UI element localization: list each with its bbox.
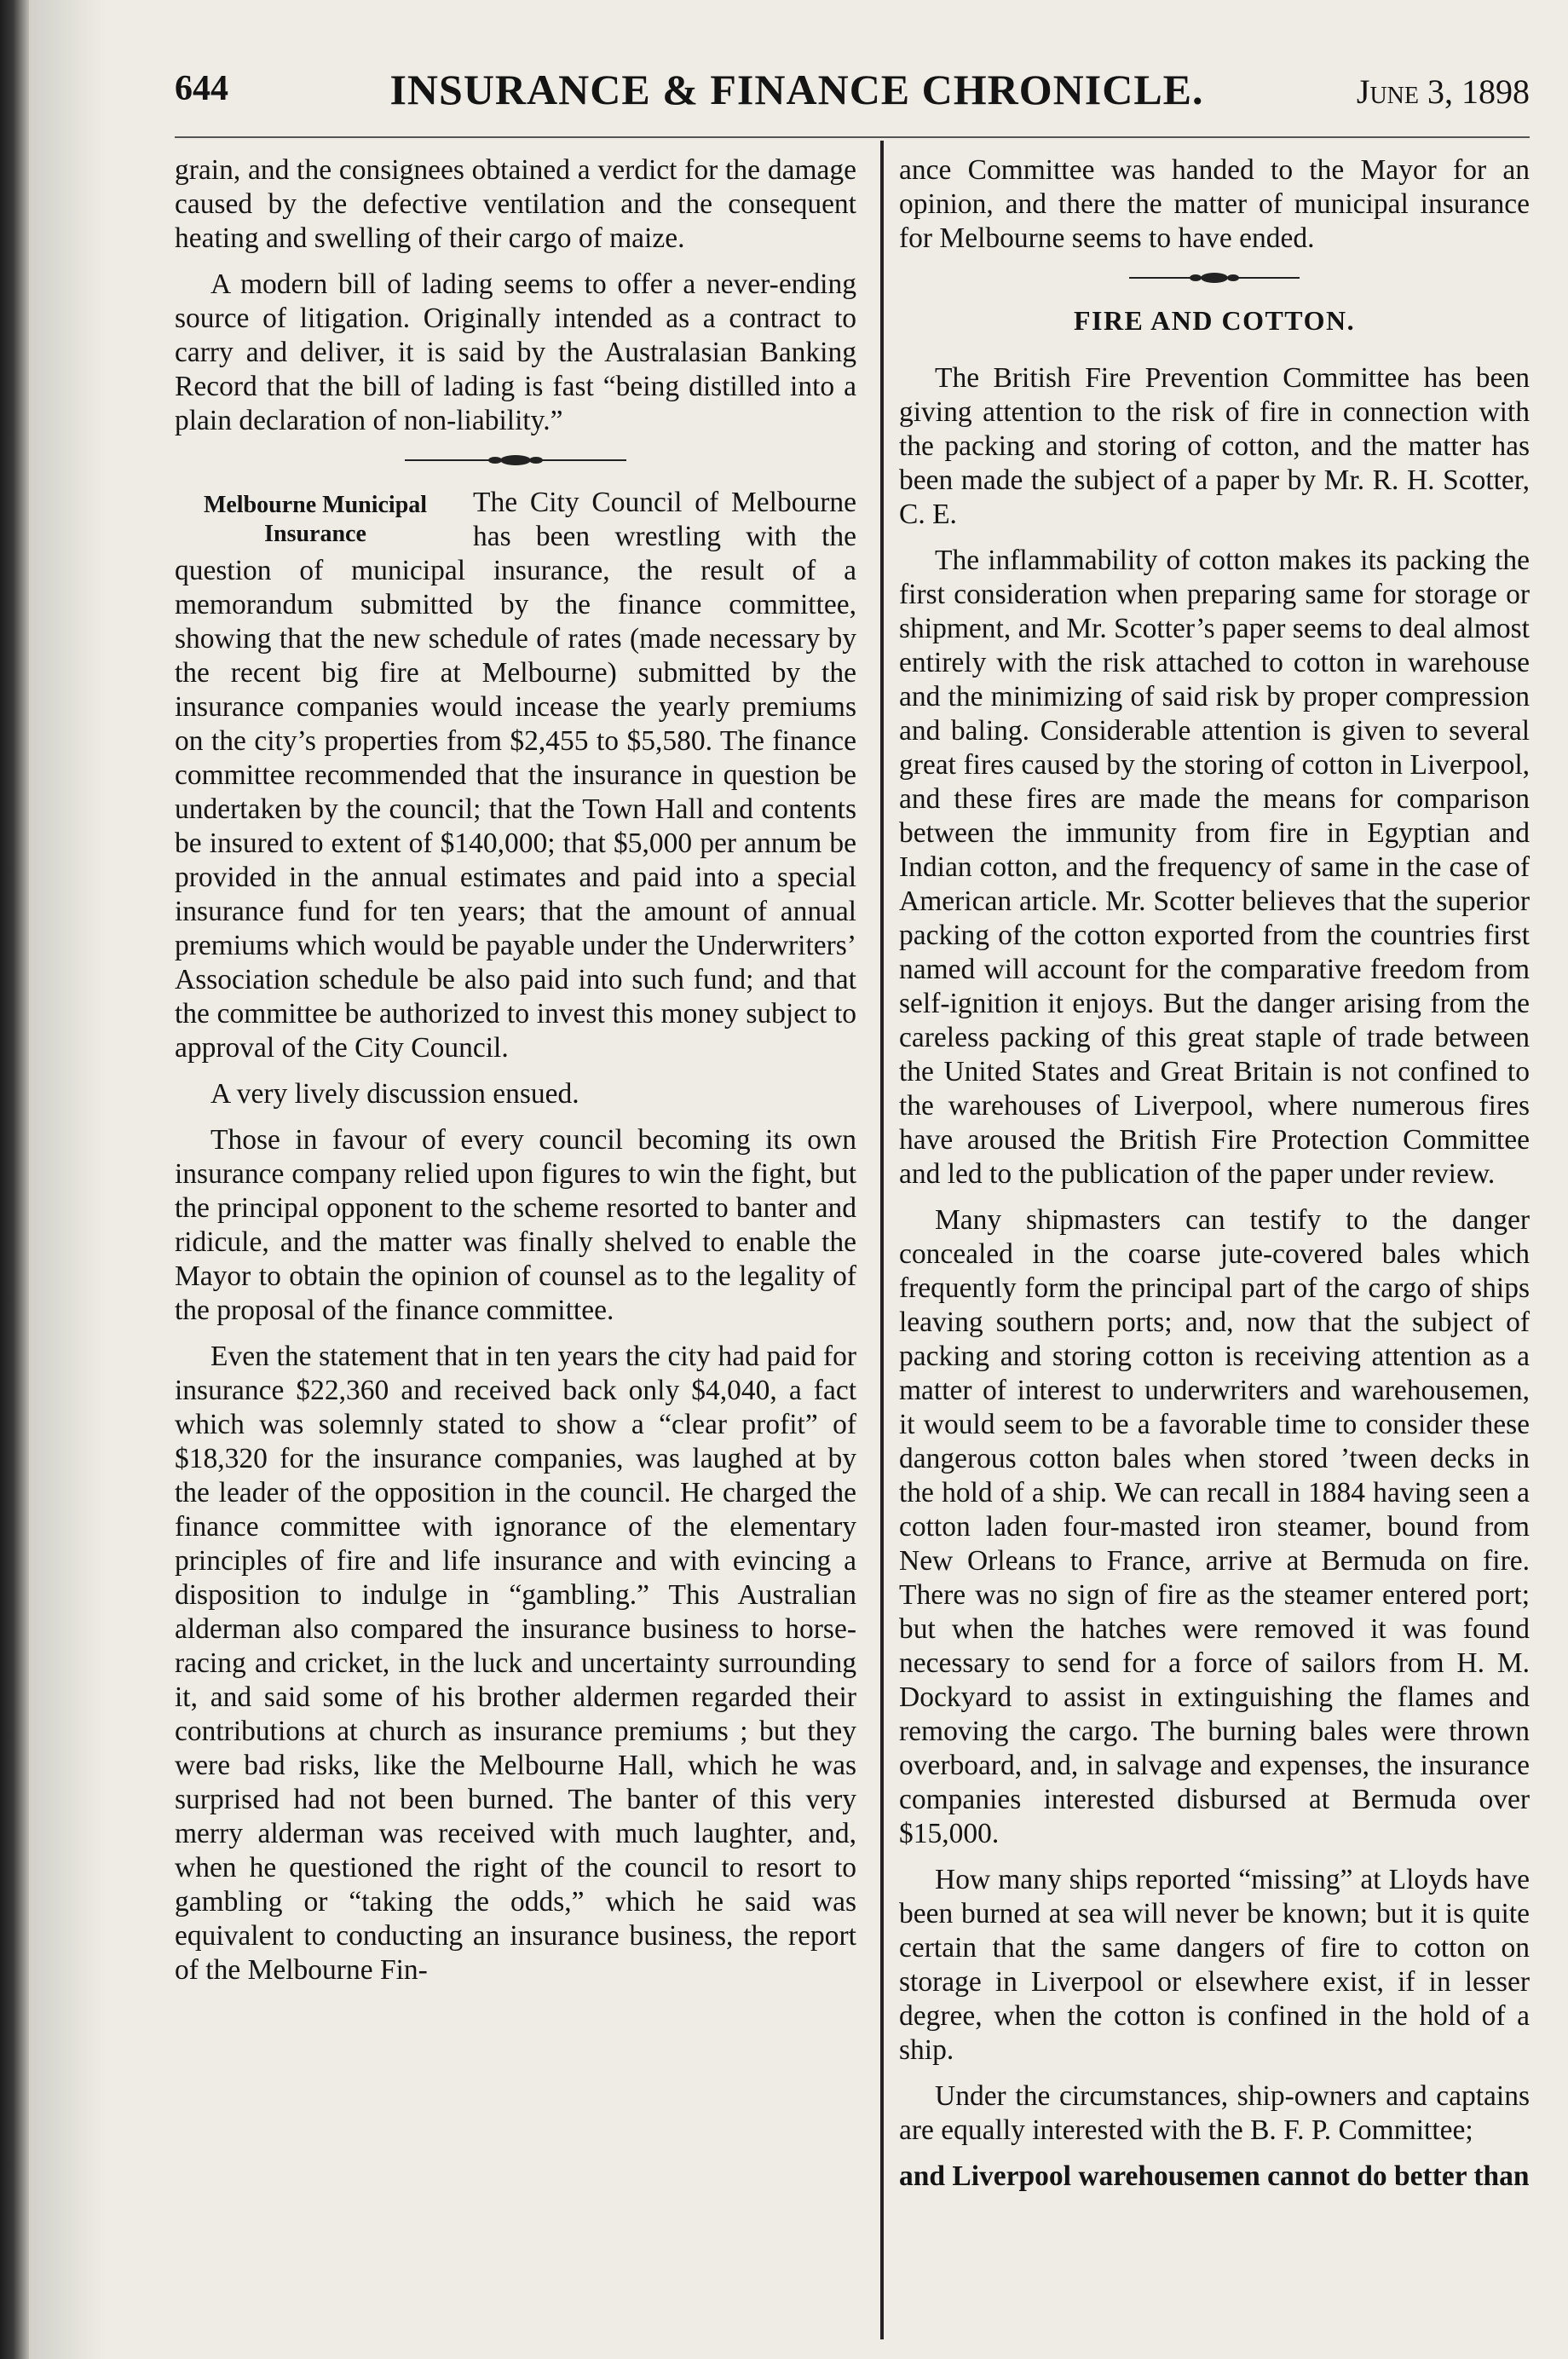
- journal-title: INSURANCE & FINANCE CHRONICLE.: [389, 66, 1204, 113]
- paragraph-discussion: A very lively discussion ensued.: [210, 1078, 579, 1110]
- section-ornament: [1129, 271, 1300, 285]
- paragraph-shipmasters: Many shipmasters can testify to the danger concealed in the coarse jute-covered bales which frequently form the principal part of the cargo of ships leaving southern ports; and, now that the subject of packing and storing cotton is receiving attention as a matter of interest to underwriters and warehousemen, it would seem to be a favorable time to consider these dangerous cotton bales when stored ’tween decks in the hold of a ship. We can recall in 1884 having seen a cotton laden four-masted iron steamer, bound from New Orleans to France, arrive at Bermuda on fire. There was no sign of fire as the steamer entered port; but when the hatches were removed it was found necessary to send for a force of sailors from H. M. Dockyard to assist in extinguishing the flames and removing the cargo. The burning bales were thrown overboard, and, in salvage and expenses, the insurance companies interested disbursed at Bermuda over $15,000.: [899, 1204, 1530, 1849]
- right-column: [899, 153, 1530, 2206]
- paragraph-statement: Even the statement that in ten years the city had paid for insurance $22,360 and received back only $4,040, a fact which was solemnly stated to show a “clear profit” of $18,320 for the insurance companies, was laughed at by the leader of the opposition in the council. He charged the finance committee with ignorance of the elementary principles of fire and life insurance and with evincing a disposition to indulge in “gambling.” This Australian alderman also compared the insurance business to horse-racing and cricket, in the luck and uncertainty surrounding it, and said some of his brother aldermen regarded their contributions at church as insurance premiums ; but they were bad risks, like the Melbourne Hall, which he was surprised had not been burned. The banter of this very merry alderman was received with much laughter, and, when he questioned the right of the council to resort to gambling or “taking the odds,” which he said was equivalent to conducting an insurance business, the report of the Melbourne Fin-: [175, 1341, 856, 1986]
- paragraph-grain-continued: grain, and the consignees obtained a verdict for the damage caused by the defective ventilation and the consequent heating and swelling of their cargo of maize.: [175, 154, 856, 254]
- paragraph-committee-continued: ance Committee was handed to the Mayor for an opinion, and there the matter of municipal insurance for Melbourne seems to have ended.: [899, 154, 1530, 254]
- paragraph-missing-ships: How many ships reported “missing” at Lloyds have been burned at sea will never be known; but it is quite certain that the same dangers of fire to cotton on storage in Liverpool or elsewhere exist, if in lesser degree, when the cotton is confined in the hold of a ship.: [899, 1864, 1530, 2066]
- paragraph-favour: Those in favour of every council becoming its own insurance company relied upon figures to win the fight, but the principal opponent to the scheme resorted to banter and ridicule, and the matter was finally shelved to enable the Mayor to obtain the opinion of counsel as to the legality of the proposal of the finance committee.: [175, 1124, 856, 1326]
- paragraph-municipal-insurance: The City Council of Melbourne has been wrestling with the question of municipal insurance, the result of a memorandum submitted by the finance committee, showing that the new schedule of rates (made necessary by the recent big fire at Melbourne) submitted by the insurance companies would incease the yearly premiums on the city’s properties from $2,455 to $5,580. The finance committee recommended that the insurance in question be undertaken by the council; that the Town Hall and contents be insured to extent of $140,000; that $5,000 per annum be provided in the annual estimates and paid into a special insurance fund for ten years; that the amount of annual premiums which would be payable under the Underwriters’ Association schedule be also paid into such fund; and that the committee be authorized to invest this money subject to approval of the City Council.: [175, 487, 856, 1064]
- issue-date: June 3, 1898: [1356, 72, 1530, 111]
- sidehead-line: Insurance: [264, 521, 366, 547]
- scan-shadow: [29, 0, 106, 2359]
- page-number: 644: [175, 69, 228, 108]
- header-rule: [175, 136, 1530, 138]
- section-heading-fire-and-cotton: FIRE AND COTTON.: [1073, 305, 1356, 336]
- left-column: [175, 153, 856, 1999]
- scan-binding-edge: [0, 0, 29, 2359]
- paragraph-inflammability: The inflammability of cotton makes its packing the first consideration when preparing same for storage or shipment, and Mr. Scotter’s paper seems to deal almost entirely with the risk attached to cotton in warehouse and the minimizing of said risk by proper compression and baling. Considerable attention is given to several great fires caused by the storing of cotton in Liverpool, and these fires are made the means for comparison between the immunity from fire in Egyptian and Indian cotton, and the frequency of same in the case of American article. Mr. Scotter believes that the superior packing of the cotton exported from the countries first named will account for the comparative freedom from self-ignition it enjoys. But the danger arising from the careless packing of this great staple of trade between the United States and Great Britain is not confined to the warehouses of Liverpool, where numerous fires have aroused the British Fire Protection Committee and led to the publication of the paper under review.: [899, 545, 1530, 1190]
- section-ornament: [405, 453, 626, 467]
- sidehead-line: Melbourne Municipal: [203, 492, 428, 518]
- sidehead-melbourne-municipal-insurance: [175, 491, 456, 549]
- paragraph-bill-of-lading: A modern bill of lading seems to offer a never-ending source of litigation. Originally intended as a contract to carry and deliver, it is said by the Australasian Banking Record that the bill of lading is fast “being distilled into a plain declaration of non-liability.”: [175, 268, 856, 436]
- column-divider: [880, 141, 884, 2339]
- paragraph-circumstances: Under the circumstances, ship-owners and captains are equally interested with the B. F. P. Committee;: [899, 2080, 1530, 2146]
- paragraph-british-fire-committee: The British Fire Prevention Committee has been giving attention to the risk of fire in connection with the packing and storing of cotton, and the matter has been made the subject of a paper by Mr. R. H. Scotter, C. E.: [899, 362, 1530, 530]
- paragraph-last-line: and Liverpool warehousemen cannot do better than: [899, 2160, 1530, 2192]
- running-header: [175, 61, 1530, 130]
